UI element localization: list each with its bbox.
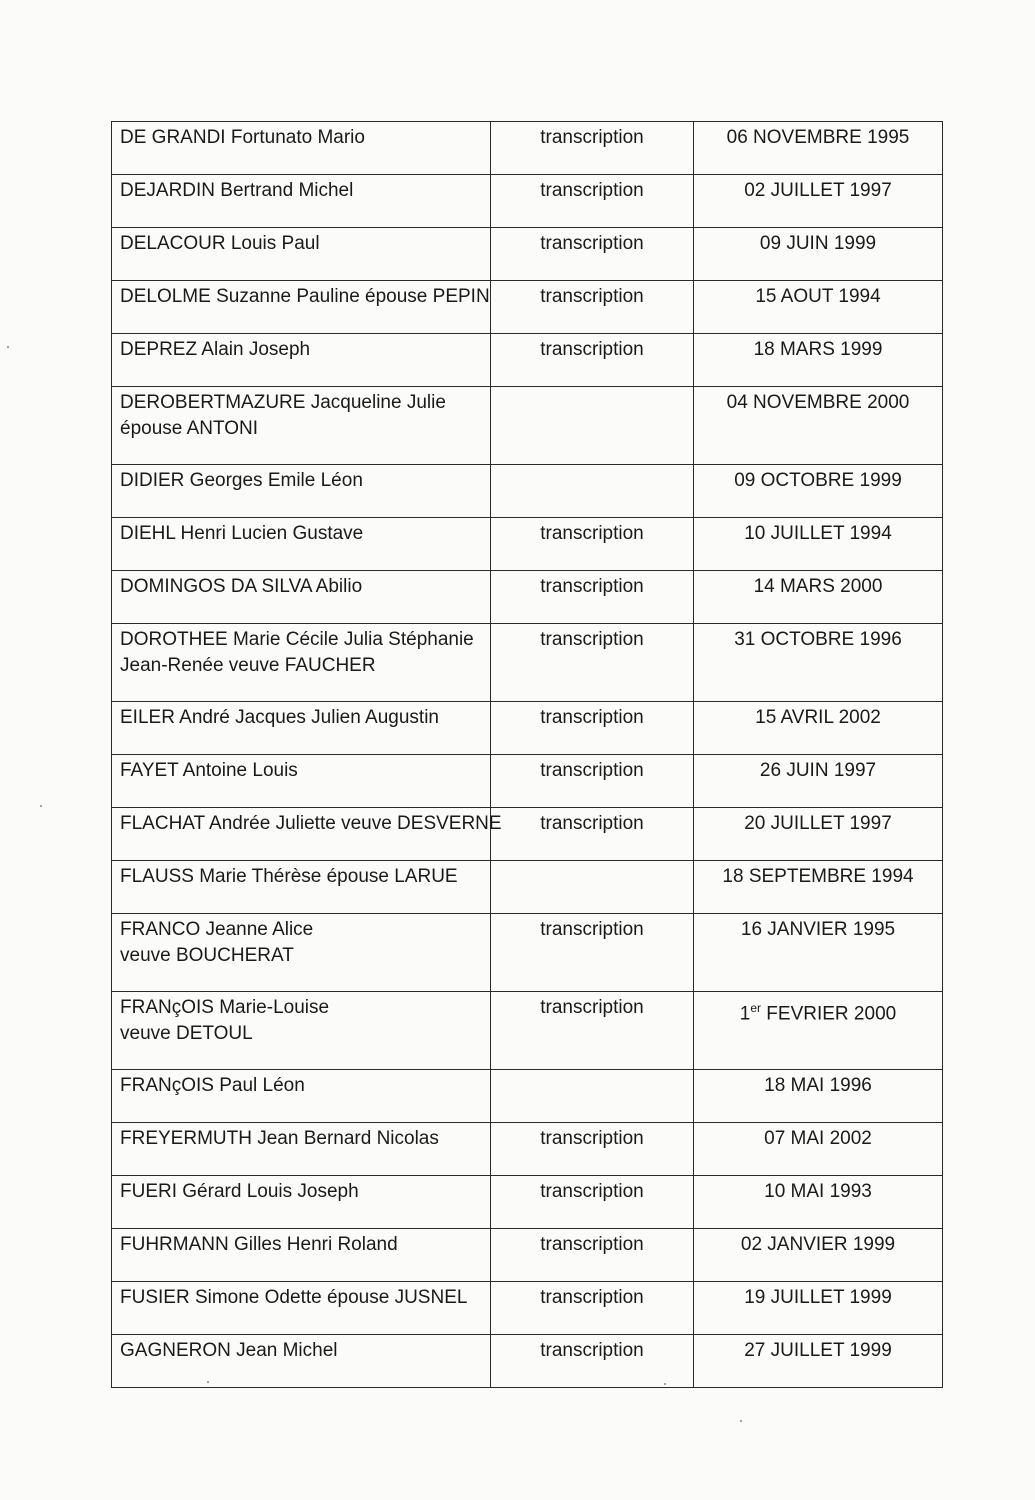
date-cell: 16 JANVIER 1995 [694,914,943,992]
date-cell: 27 JUILLET 1999 [694,1335,943,1388]
mention-cell: transcription [491,281,694,334]
name-cell [112,624,491,702]
name-line: FUERI Gérard Louis Joseph [120,1181,359,1202]
name-line: EILER André Jacques Julien Augustin [120,707,439,728]
date-cell: 09 JUIN 1999 [694,228,943,281]
date-cell: 04 NOVEMBRE 2000 [694,387,943,465]
table-row [112,334,943,387]
name-line: GAGNERON Jean Michel [120,1340,338,1361]
registry-body [112,122,943,1388]
date-cell: 18 SEPTEMBRE 1994 [694,861,943,914]
name-cell [112,914,491,992]
name-cell [112,755,491,808]
name-line: FLACHAT Andrée Juliette veuve DESVERNE [120,813,502,834]
name-line: DIDIER Georges Emile Léon [120,470,363,491]
name-cell [112,1335,491,1388]
name-cell [112,1070,491,1123]
date-cell: 14 MARS 2000 [694,571,943,624]
name-cell [112,122,491,175]
name-cell [112,175,491,228]
mention-cell: transcription [491,624,694,702]
table-row [112,122,943,175]
date-cell: 20 JUILLET 1997 [694,808,943,861]
name-cell [112,571,491,624]
mention-cell: transcription [491,122,694,175]
name-line: FLAUSS Marie Thérèse épouse LARUE [120,866,458,887]
table-row [112,465,943,518]
date-cell: 26 JUIN 1997 [694,755,943,808]
table-row [112,1282,943,1335]
table-row [112,861,943,914]
date-cell: 06 NOVEMBRE 1995 [694,122,943,175]
mention-cell: transcription [491,175,694,228]
mention-cell: transcription [491,571,694,624]
table-row [112,175,943,228]
name-cell [112,1123,491,1176]
table-row [112,808,943,861]
table-row [112,518,943,571]
name-cell [112,992,491,1070]
name-cell [112,334,491,387]
table-row [112,624,943,702]
mention-cell [491,861,694,914]
mention-cell: transcription [491,1123,694,1176]
scan-speck [740,1420,742,1422]
name-cell [112,808,502,861]
table-row [112,1070,943,1123]
name-line: FRANçOIS Marie-Louise [120,997,330,1018]
name-line: DOMINGOS DA SILVA Abilio [120,576,363,597]
name-line: FREYERMUTH Jean Bernard Nicolas [120,1128,439,1149]
scan-speck [40,805,42,807]
mention-cell: transcription [491,334,694,387]
mention-cell: transcription [491,518,694,571]
name-line: DOROTHEE Marie Cécile Julia Stéphanie [120,629,474,650]
table-row [112,228,943,281]
name-cell [112,702,491,755]
name-cell [112,387,491,465]
table-row [112,1123,943,1176]
mention-cell [491,465,694,518]
date-cell: 18 MARS 1999 [694,334,943,387]
table-row [112,992,943,1070]
mention-cell [491,387,694,465]
table-row [112,914,943,992]
scan-speck [664,1383,666,1385]
table-row [112,702,943,755]
scan-speck [7,346,9,348]
name-line: FUSIER Simone Odette épouse JUSNEL [120,1287,468,1308]
name-cell [112,518,491,571]
name-line: DEROBERTMAZURE Jacqueline Julie [120,392,446,413]
table-row [112,755,943,808]
name-line: FAYET Antoine Louis [120,760,298,781]
scan-speck [207,1381,209,1383]
name-cell [112,861,491,914]
date-cell: 1er FEVRIER 2000 [694,992,943,1070]
table-row [112,571,943,624]
name-cell [112,1282,491,1335]
table-row [112,1335,943,1388]
mention-cell: transcription [491,1176,694,1229]
name-line: FUHRMANN Gilles Henri Roland [120,1234,398,1255]
date-cell: 10 JUILLET 1994 [694,518,943,571]
mention-cell: transcription [491,1229,694,1282]
date-cell: 19 JUILLET 1999 [694,1282,943,1335]
name-line: FRANCO Jeanne Alice [120,919,314,940]
mention-cell: transcription [491,1282,694,1335]
name-line: épouse ANTONI [120,418,259,439]
date-cell: 09 OCTOBRE 1999 [694,465,943,518]
table-row [112,387,943,465]
name-cell [112,281,491,334]
name-line: DIEHL Henri Lucien Gustave [120,523,364,544]
mention-cell: transcription [491,992,694,1070]
name-cell [112,1176,491,1229]
name-line: DEJARDIN Bertrand Michel [120,180,354,201]
table-row [112,281,943,334]
date-cell: 15 AOUT 1994 [694,281,943,334]
mention-cell: transcription [491,702,694,755]
date-cell: 02 JANVIER 1999 [694,1229,943,1282]
name-cell [112,1229,491,1282]
date-cell: 15 AVRIL 2002 [694,702,943,755]
name-line: veuve BOUCHERAT [120,945,294,966]
name-line: DE GRANDI Fortunato Mario [120,127,365,148]
name-line: Jean-Renée veuve FAUCHER [120,655,376,676]
mention-cell: transcription [491,808,694,861]
mention-cell: transcription [491,228,694,281]
registry-table [111,121,943,1388]
table-row [112,1176,943,1229]
name-cell [112,465,491,518]
mention-cell: transcription [491,914,694,992]
mention-cell: transcription [491,755,694,808]
date-cell: 31 OCTOBRE 1996 [694,624,943,702]
name-line: veuve DETOUL [120,1023,253,1044]
name-line: FRANçOIS Paul Léon [120,1075,305,1096]
name-cell [112,228,491,281]
name-line: DELACOUR Louis Paul [120,233,320,254]
date-cell: 18 MAI 1996 [694,1070,943,1123]
mention-cell: transcription [491,1335,694,1388]
name-line: DELOLME Suzanne Pauline épouse PEPIN [120,286,490,307]
name-line: DEPREZ Alain Joseph [120,339,311,360]
date-cell: 02 JUILLET 1997 [694,175,943,228]
table-row [112,1229,943,1282]
date-cell: 10 MAI 1993 [694,1176,943,1229]
date-cell: 07 MAI 2002 [694,1123,943,1176]
mention-cell [491,1070,694,1123]
